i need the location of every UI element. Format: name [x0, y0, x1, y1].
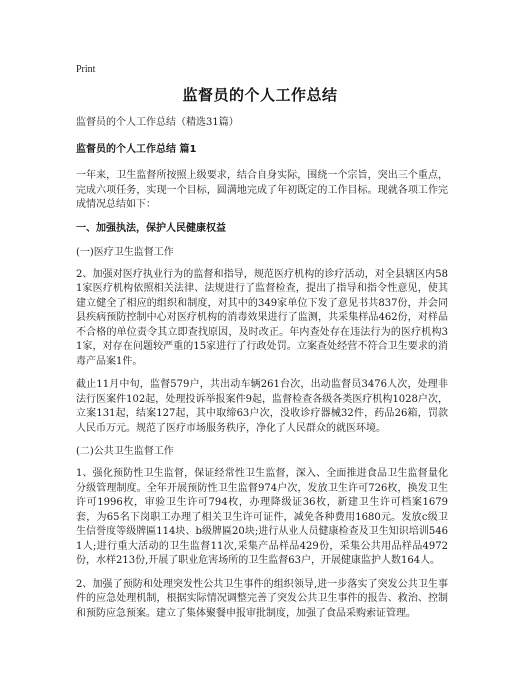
- article-heading: 监督员的个人工作总结 篇1: [76, 144, 197, 155]
- subsection-heading-medical: (一)医疗卫生监督工作: [76, 246, 174, 258]
- document-body: [76, 116, 448, 630]
- page-title: 监督员的个人工作总结: [182, 86, 338, 104]
- paragraph-medical-supervision: 2、加强对医疗执业行为的监督和指导，规范医疗机构的诊疗活动，对全县辖区内581家医疗机构依照相关法律、法规进行了监督检查，提出了指导和指令性意见，使其建立健全了相应的组织和制度，对其中的349家单位下发了意见书共837份，并会同县疾病预防控制中心对医疗机构的消毒效果进行了监测，共采集样品462份，对样品不合格的单位责令其立即查找原因，及时改正。年内查处存在违法行为的医疗机构31家，对存在问题较严重的15家进行了行政处罚。立案查处经营不符合卫生要求的消毒产品案1件。: [76, 268, 448, 367]
- paragraph-statistics: 截止11月中旬，监督579户，共出动车辆261台次，出动监督员3476人次，处理非法行医案件102起，处理投诉举报案件9起，监督检查各级各类医疗机构1028户次，立案131起，结案127起，其中取缔63户次，没收诊疗器械32件，药品26箱，罚款人民币万元。规范了医疗市场服务秩序，净化了人民群众的就医环境。: [76, 379, 448, 434]
- section-heading: 一、加强执法，保护人民健康权益: [76, 222, 226, 234]
- paragraph-emergency-response: 2、加强了预防和处理突发性公共卫生事件的组织领导,进一步落实了突发公共卫生事件的应急处理机制，根据实际情况调整完善了突发公共卫生事件的报告、救治、控制和预防应急预案。建立了集体聚餐申报审批制度，加强了食品采购索证管理。: [76, 578, 448, 619]
- intro-paragraph: 一年来，卫生监督所按照上级要求，结合自身实际，围绕一个宗旨，突出三个重点，完成六项任务，实现一个目标，圆满地完成了年初既定的工作目标。现就各项工作完成情况总结如下：: [76, 170, 448, 210]
- subsection-heading-public-health: (二)公共卫生监督工作: [76, 446, 174, 457]
- paragraph-preventive-supervision: 1、强化预防性卫生监督，保证经常性卫生监督，深入、全面推进食品卫生监督量化分级管理制度。全年开展预防性卫生监督974户次，发放卫生许可726枚，换发卫生许可1996枚，审验卫生许可794枚，办理降级证36枚，新建卫生许可档案1679套，为65名下岗职工办理了相关卫生许可证件，减免各种费用1680元。发放c级卫生信誉度等级牌匾114块、b级牌匾20块;进行从业人员健康检查及卫生知识培训5461人;进行重大活动的卫生监督11次,采集产品样品429份，采集公共用品样品4972份，水样213份,开展了职业危害场所的卫生监督63户，开展健康监护人数164人。: [76, 468, 448, 566]
- document-subtitle: 监督员的个人工作总结（精选31篇）: [76, 117, 239, 128]
- print-link[interactable]: Print: [76, 64, 96, 75]
